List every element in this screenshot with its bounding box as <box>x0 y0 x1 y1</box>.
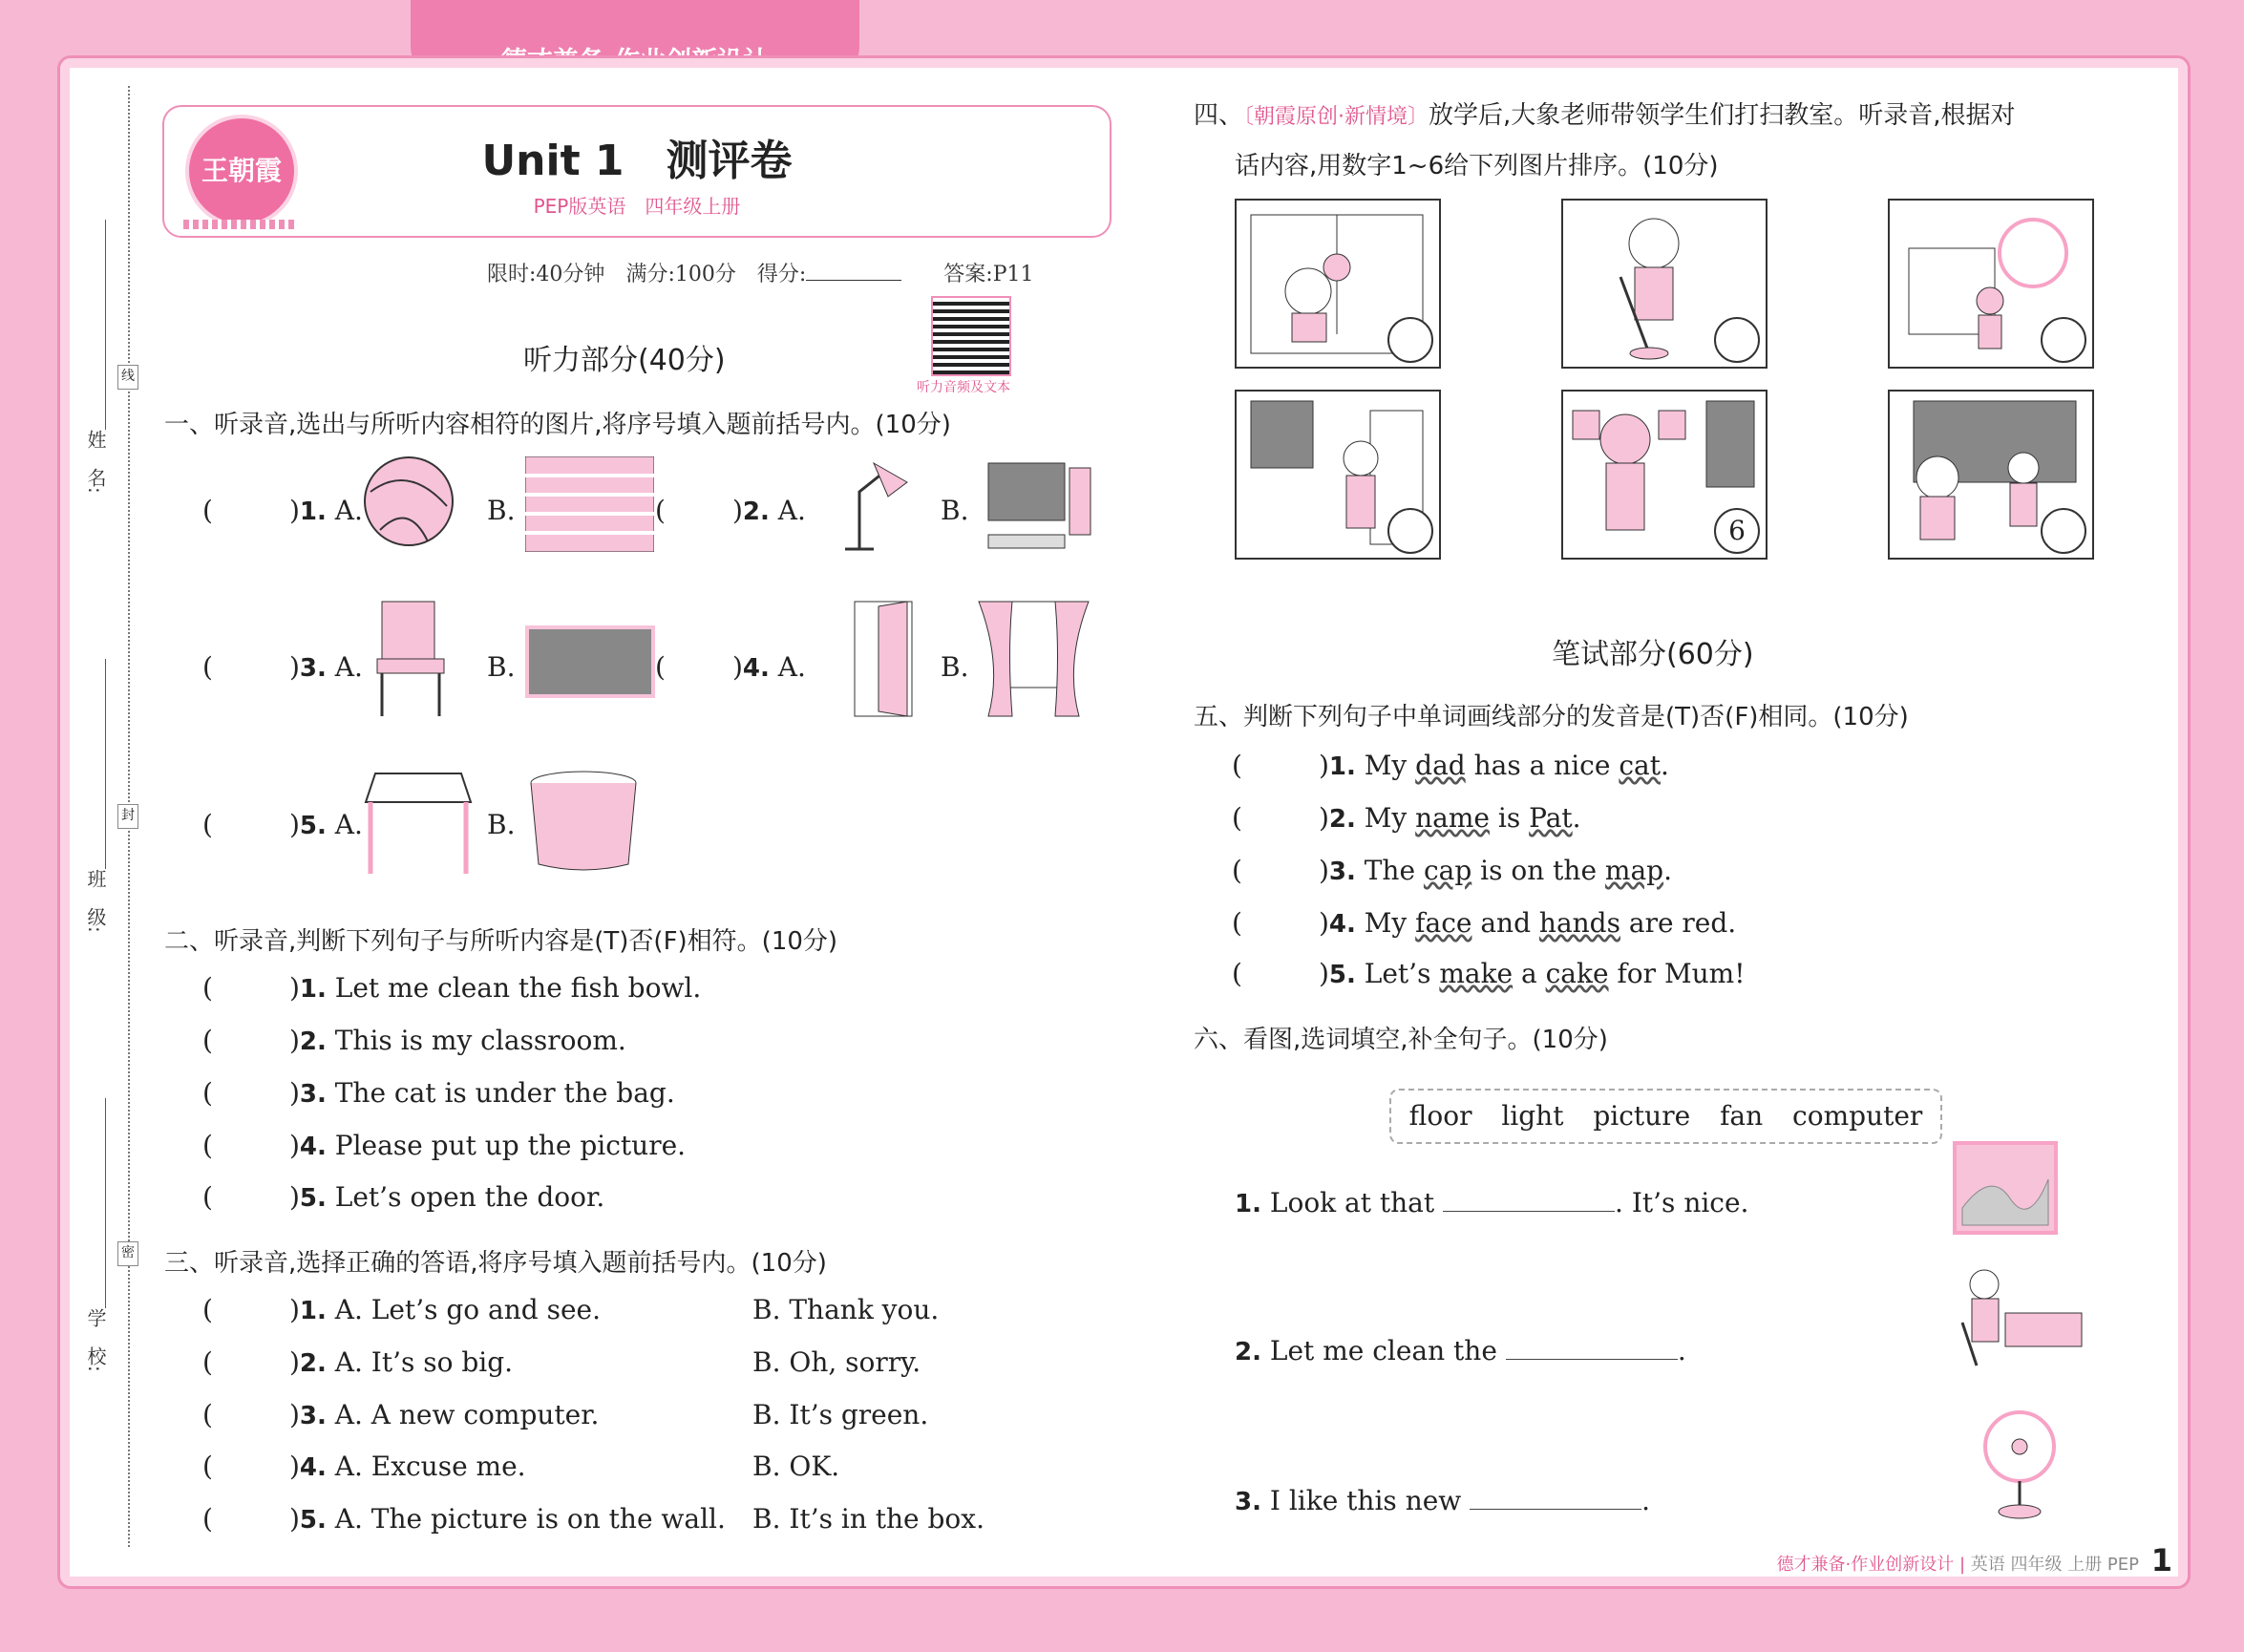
ball-picture <box>361 454 456 549</box>
s2-item-3: ( )3. The cat is under the bag. <box>202 1077 675 1109</box>
scene-picture-3 <box>1888 199 2094 369</box>
s3-item-1: ( )1. A. Let’s go and see. <box>202 1294 601 1325</box>
s3-item-2-b: B. Oh, sorry. <box>752 1346 921 1378</box>
logo: 王朝霞 <box>185 115 298 227</box>
s3-item-5-b: B. It’s in the box. <box>752 1503 984 1535</box>
word-bank: floor light picture fan computer <box>1389 1089 1942 1144</box>
s3-item-4-b: B. OK. <box>752 1451 840 1482</box>
exam-meta <box>487 258 1034 287</box>
scene-6-order[interactable] <box>2041 508 2086 554</box>
chair-picture <box>368 597 454 721</box>
s1-item-1-b: B. <box>487 495 516 526</box>
board-picture <box>525 625 655 698</box>
s1-item-3-b: B. <box>487 651 516 683</box>
logo-stripes <box>183 220 298 229</box>
name-label: 姓 名: <box>84 430 107 494</box>
girl-cleaning-picture <box>1948 1265 2091 1370</box>
class-field[interactable] <box>105 659 106 869</box>
school-label: 学 校: <box>84 1308 107 1372</box>
section-4-title-2: 话内容,用数字1~6给下列图片排序。(10分) <box>1235 152 1719 180</box>
s6-blank-2[interactable] <box>1506 1359 1678 1360</box>
time-limit: 限时:40分钟 <box>487 263 605 286</box>
qr-code-icon[interactable] <box>931 296 1011 376</box>
scene-1-order[interactable] <box>1387 317 1433 363</box>
s3-item-4: ( )4. A. Excuse me. <box>202 1451 526 1482</box>
scene-4-order[interactable] <box>1387 508 1433 554</box>
section-3-title: 三、听录音,选择正确的答语,将序号填入题前括号内。(10分) <box>164 1249 827 1278</box>
score-label: 得分: <box>756 263 807 286</box>
s1-item-5-b: B. <box>487 809 516 840</box>
s1-item-1: ( )1. A. <box>202 495 363 526</box>
s2-item-4: ( )4. Please put up the picture. <box>202 1130 687 1161</box>
s6-blank-3[interactable] <box>1470 1509 1641 1510</box>
page-title: Unit 1 测评卷 <box>481 137 793 185</box>
window-picture <box>974 597 1093 721</box>
scene-picture-5 <box>1561 390 1768 560</box>
s5-item-4: ( )4. My face and hands are red. <box>1232 907 1737 939</box>
s3-item-2: ( )2. A. It’s so big. <box>202 1346 514 1378</box>
page-number: 1 <box>2150 1542 2172 1578</box>
full-score: 满分:100分 <box>625 263 736 286</box>
section-4-tag: 〔朝霞原创·新情境〕 <box>1243 105 1429 129</box>
s1-item-3: ( )3. A. <box>202 651 363 683</box>
qr-caption: 听力音频及文本 <box>917 380 1010 395</box>
binding-tag-secret: 密 <box>117 1241 138 1266</box>
section-2-title: 二、听录音,判断下列句子与所听内容是(T)否(F)相符。(10分) <box>164 927 838 956</box>
class-label: 班 级: <box>84 869 107 933</box>
s1-item-4-b: B. <box>941 651 969 683</box>
s1-item-5: ( )5. A. <box>202 809 363 840</box>
s2-item-1: ( )1. Let me clean the fish bowl. <box>202 972 702 1004</box>
s6-item-1: 1. Look at that . It’s nice. <box>1235 1187 1749 1218</box>
answer-ref: 答案:P11 <box>943 263 1034 286</box>
s6-blank-1[interactable] <box>1443 1211 1615 1212</box>
s1-item-2: ( )2. A. <box>655 495 806 526</box>
basket-picture <box>527 769 640 876</box>
s2-item-5: ( )5. Let’s open the door. <box>202 1181 605 1213</box>
scene-picture-6 <box>1888 390 2094 560</box>
s1-item-2-b: B. <box>941 495 969 526</box>
s5-item-1: ( )1. My dad has a nice cat. <box>1232 750 1669 781</box>
section-6-title: 六、看图,选词填空,补全句子。(10分) <box>1194 1026 1608 1054</box>
lamp-picture <box>816 454 912 559</box>
writing-heading: 笔试部分(60分) <box>1552 638 1754 671</box>
s2-item-2: ( )2. This is my classroom. <box>202 1025 626 1056</box>
scene-3-order[interactable] <box>2041 317 2086 363</box>
desk-picture <box>361 764 476 879</box>
page-subtitle: PEP版英语 四年级上册 <box>533 195 741 218</box>
s6-item-3: 3. I like this new . <box>1235 1485 1651 1516</box>
fan-picture <box>1981 1408 2058 1521</box>
s3-item-3: ( )3. A. A new computer. <box>202 1399 600 1430</box>
footer: 德才兼备·作业创新设计 | 英语 四年级 上册 PEP <box>1776 1555 2139 1575</box>
painting-picture <box>1953 1141 2058 1235</box>
s3-item-3-b: B. It’s green. <box>752 1399 929 1430</box>
door-picture <box>850 597 921 721</box>
school-field[interactable] <box>105 1098 106 1308</box>
score-field <box>806 280 901 281</box>
s6-item-2: 2. Let me clean the . <box>1235 1335 1686 1366</box>
title-box <box>162 105 1111 238</box>
name-field[interactable] <box>105 220 106 430</box>
binding-tag-seal: 封 <box>117 804 138 829</box>
scene-picture-1 <box>1235 199 1441 369</box>
wall-picture <box>525 456 654 552</box>
s5-item-5: ( )5. Let’s make a cake for Mum! <box>1232 958 1746 989</box>
s1-item-4: ( )4. A. <box>655 651 806 683</box>
s3-item-5: ( )5. A. The picture is on the wall. <box>202 1503 726 1535</box>
s5-item-2: ( )2. My name is Pat. <box>1232 802 1581 834</box>
scene-5-order: 6 <box>1714 508 1760 554</box>
section-4-title: 四、〔朝霞原创·新情境〕放学后,大象老师带领学生们打扫教室。听录音,根据对 <box>1194 101 2016 130</box>
scene-picture-4 <box>1235 390 1441 560</box>
s5-item-3: ( )3. The cap is on the map. <box>1232 855 1672 886</box>
scene-picture-2 <box>1561 199 1768 369</box>
s3-item-1-b: B. Thank you. <box>752 1294 940 1325</box>
computer-picture <box>979 458 1093 559</box>
section-5-title: 五、判断下列句子中单词画线部分的发音是(T)否(F)相同。(10分) <box>1194 703 1909 731</box>
section-1-title: 一、听录音,选出与所听内容相符的图片,将序号填入题前括号内。(10分) <box>164 411 951 439</box>
binding-tag-line: 线 <box>117 365 138 390</box>
scene-2-order[interactable] <box>1714 317 1760 363</box>
listening-heading: 听力部分(40分) <box>523 344 726 377</box>
